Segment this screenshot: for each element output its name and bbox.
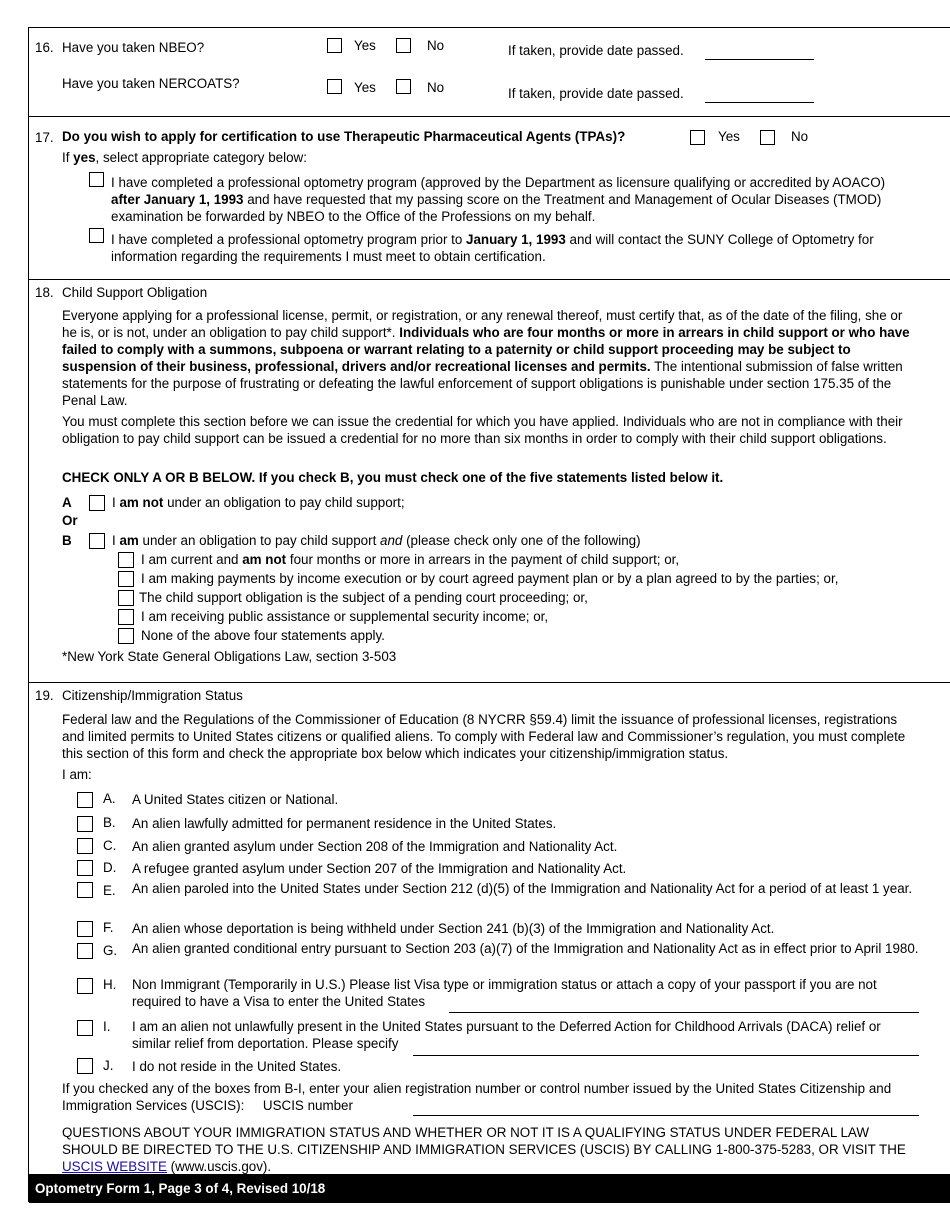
option-a-label: A [62,495,72,510]
status-i-text: I am an alien not unlawfully present in the United States pursuant to the Deferred Action for Childhood Arrivals (DACA) relief or similar relief from deportation. Please specify [132,1019,881,1051]
obligated-text [112,533,641,548]
nbeo-no-checkbox[interactable] [396,38,411,53]
citizenship-intro: Federal law and the Regulations of the Commissioner of Education (8 NYCRR §59.4) limit the issuance of professional licenses, registrations and limited permits to United States citizens or qualified aliens. To comply with Federal law and Commissioner’s regulation, you must complete this section of this form and check the appropriate box below which indicates your citizenship/immigration status. [62,712,906,761]
if-suffix: , select appropriate category below: [95,150,307,165]
uscis-number-label: USCIS number [262,1098,353,1113]
status-i-letter: I. [103,1019,111,1034]
if-prefix: If [62,150,74,165]
making-payments-text: I am making payments by income execution or by court agreed payment plan or by a plan agreed to by the parties; or, [141,571,839,586]
status-h-text: Non Immigrant (Temporarily in U.S.) Please list Visa type or immigration status or attach a copy of your passport if you are not required to have a Visa to enter the United States [132,977,877,1009]
nbeo-no-label: No [427,38,445,53]
b-text-4: and [380,533,403,548]
option-b-label: B [62,533,72,548]
questions-b: (www.uscis.gov). [166,1159,272,1174]
nbeo-yes-checkbox[interactable] [327,38,342,53]
section-16 [29,28,950,117]
visa-type-field[interactable] [449,1012,919,1013]
b-text-3: under an obligation to pay child support [138,533,381,548]
nbeo-date-prompt: If taken, provide date passed. [508,43,684,58]
current-not-arrears-checkbox[interactable] [118,552,134,568]
sub1-c: four months or more in arrears in the payment of child support; or, [286,552,680,567]
questions-a: QUESTIONS ABOUT YOUR IMMIGRATION STATUS AND WHETHER OR NOT IT IS A QUALIFYING STATUS UNDER FEDERAL LAW SHOULD BE DIRECTED TO THE U.S. CITIZENSHIP AND IMMIGRATION SERVICES (USCIS) BY CALLING 1-800-375-5283, OR VISIT THE [62,1125,906,1157]
child-support-footnote: *New York State General Obligations Law, section 3-503 [62,649,397,664]
obligated-checkbox[interactable] [89,533,105,549]
status-e-text: An alien paroled into the United States under Section 212 (d)(5) of the Immigration and Nationality Act for a period of at least 1 year. [132,881,913,896]
tpa-question: Do you wish to apply for certification to use Therapeutic Pharmaceutical Agents (TPAs)? [62,129,626,144]
status-g-checkbox[interactable] [77,943,93,959]
status-a-checkbox[interactable] [77,792,93,808]
section-17 [29,117,950,280]
nbeo-question: Have you taken NBEO? [62,40,205,55]
a-text-3: under an obligation to pay child support; [163,495,405,510]
status-g-letter: G. [103,943,118,958]
uscis-number-field[interactable] [413,1115,919,1116]
section-19 [29,683,950,1174]
status-h-letter: H. [103,977,117,992]
status-d-letter: D. [103,860,117,875]
child-support-paragraph-2: You must complete this section before we can issue the credential for which you have applied. Individuals who are not in compliance with their obligation to pay child support can be issued a credential for no more than six months in order to comply with their child support obligations. [62,414,903,446]
opt2-a: I have completed a professional optometry program prior to [111,232,467,247]
q19-number: 19. [35,688,54,703]
status-i-checkbox[interactable] [77,1020,93,1036]
status-a-letter: A. [103,791,116,806]
child-support-title: Child Support Obligation [62,285,208,300]
daca-specify-field[interactable] [413,1055,919,1056]
status-e-checkbox[interactable] [77,882,93,898]
status-f-text: An alien whose deportation is being withheld under Section 241 (b)(3) of the Immigration and Nationality Act. [132,921,775,936]
nercoats-yes-label: Yes [354,80,376,95]
status-g-text: An alien granted conditional entry pursuant to Section 203 (a)(7) of the Immigration and Nationality Act as in effect prior to April 1980. [132,941,919,956]
b-text-2: am [119,533,139,548]
uscis-text: If you checked any of the boxes from B-I, enter your alien registration number or control number issued by the United States Citizenship and Immigration Services (USCIS): [62,1081,892,1113]
status-b-letter: B. [103,815,116,830]
status-d-checkbox[interactable] [77,860,93,876]
citizenship-title: Citizenship/Immigration Status [62,688,243,703]
status-c-text: An alien granted asylum under Section 208 of the Immigration and Nationality Act. [132,839,618,854]
none-apply-checkbox[interactable] [118,628,134,644]
nbeo-date-field[interactable] [705,59,814,60]
tpa-option-prior-1993-text [111,231,911,265]
current-not-arrears-text [141,552,679,567]
tpa-yes-label: Yes [718,129,740,144]
status-d-text: A refugee granted asylum under Section 207 of the Immigration and Nationality Act. [132,861,627,876]
p1-c: The intentional submission of false written statements for the purpose of frustrating or defeating the lawful enforcement of support obligations is punishable under section 175.35 of the Penal Law. [62,359,903,408]
not-obligated-text [112,495,405,510]
not-obligated-checkbox[interactable] [89,495,105,511]
q16-number: 16. [35,40,54,55]
nercoats-date-prompt: If taken, provide date passed. [508,86,684,101]
i-am-label: I am: [62,767,92,782]
nercoats-yes-checkbox[interactable] [327,79,342,94]
nercoats-date-field[interactable] [705,102,814,103]
q18-number: 18. [35,285,54,300]
tpa-select-instruction [62,150,307,165]
form-footer: Optometry Form 1, Page 3 of 4, Revised 10/18 [29,1174,950,1203]
status-b-checkbox[interactable] [77,816,93,832]
status-a-text: A United States citizen or National. [132,792,339,807]
uscis-instruction [62,1080,922,1114]
tpa-yes-checkbox[interactable] [690,130,705,145]
status-f-checkbox[interactable] [77,921,93,937]
none-apply-text: None of the above four statements apply. [141,628,385,643]
status-j-checkbox[interactable] [77,1058,93,1074]
pending-proceeding-text: The child support obligation is the subject of a pending court proceeding; or, [139,590,588,605]
form-page [28,27,950,1202]
a-text-1: I [112,495,120,510]
pending-proceeding-checkbox[interactable] [118,590,134,606]
b-text-5: (please check only one of the following) [402,533,641,548]
opt1-c: and have requested that my passing score on the Treatment and Management of Ocular Diseases (TMOD) examination be forwarded by NBEO to the Office of the Professions on my behalf. [111,192,882,224]
nercoats-no-label: No [427,80,445,95]
tpa-no-label: No [791,129,809,144]
section-18 [29,280,950,683]
status-e-letter: E. [103,883,116,898]
child-support-instruction: CHECK ONLY A OR B BELOW. If you check B, you must check one of the five statements listed below it. [62,470,724,485]
status-j-text: I do not reside in the United States. [132,1059,342,1074]
tpa-no-checkbox[interactable] [760,130,775,145]
a-text-2: am not [119,495,164,510]
p1-a: Everyone applying for a professional license, permit, or registration, or any renewal thereof, must certify that, as of the date of the filing, she or he is, or is not, under an obligation to pay child support*. [62,308,903,340]
opt2-b: January 1, 1993 [466,232,566,247]
status-j-letter: J. [103,1058,114,1073]
or-label: Or [62,513,78,528]
status-h-checkbox[interactable] [77,978,93,994]
sub1-b: am not [242,552,287,567]
tpa-option-prior-1993-checkbox[interactable] [89,228,104,243]
status-f-letter: F. [103,920,114,935]
opt2-c: and will contact the SUNY College of Optometry for information regarding the requirements I must meet to obtain certification. [111,232,874,264]
tpa-option-after-1993-text [111,174,911,225]
making-payments-checkbox[interactable] [118,571,134,587]
tpa-option-after-1993-checkbox[interactable] [89,172,104,187]
q17-number: 17. [35,130,54,145]
status-b-text: An alien lawfully admitted for permanent residence in the United States. [132,816,557,831]
sub1-a: I am current and [141,552,243,567]
if-yes: yes [73,150,96,165]
child-support-paragraph-1 [62,307,917,409]
uscis-website-link[interactable]: USCIS WEBSITE [62,1159,167,1174]
status-c-checkbox[interactable] [77,838,93,854]
status-c-letter: C. [103,838,117,853]
opt1-b: after January 1, 1993 [111,192,244,207]
p1-b: Individuals who are four months or more in arrears in child support or who have failed to comply with a summons, subpoena or warrant relating to a paternity or child support proceeding may be subject to suspension of their business, professional, drivers and/or recreational licenses and permits. [62,325,910,374]
nercoats-question: Have you taken NERCOATS? [62,76,240,91]
immigration-questions-notice [62,1124,922,1175]
nercoats-no-checkbox[interactable] [396,79,411,94]
opt1-a: I have completed a professional optometry program (approved by the Department as licensure qualifying or accredited by AOACO) [111,175,886,190]
public-assistance-checkbox[interactable] [118,609,134,625]
b-text-1: I [112,533,120,548]
nbeo-yes-label: Yes [354,38,376,53]
public-assistance-text: I am receiving public assistance or supplemental security income; or, [141,609,549,624]
